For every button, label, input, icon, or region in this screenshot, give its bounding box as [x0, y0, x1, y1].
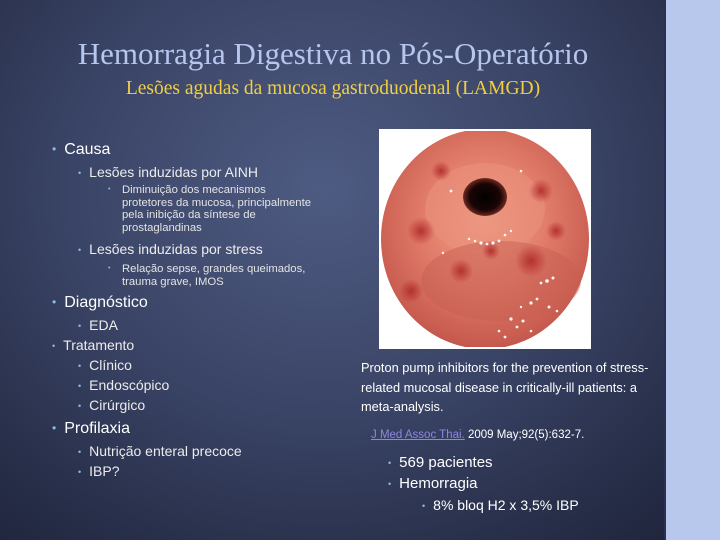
bullet-ainh-detail-text: Diminuição dos mecanismos protetores da mucosa, principalmente pela inibição da síntese de prostaglandinas	[122, 184, 312, 234]
result-detail-label: 8% bloq H2 x 3,5% IBP	[433, 497, 579, 513]
bullet-eda-label: EDA	[89, 317, 118, 333]
bullet-tratamento-label: Tratamento	[63, 337, 135, 353]
journal-details: 2009 May;92(5):632-7.	[464, 429, 585, 441]
result-outcome	[388, 475, 478, 492]
slide-title: Hemorragia Digestiva no Pós-Operatório	[77, 36, 589, 71]
result-patients-label: 569 pacientes	[399, 454, 493, 471]
bullet-icon: •	[388, 479, 392, 489]
endoscopy-illustration	[381, 131, 589, 347]
result-detail	[422, 497, 579, 513]
bullet-cirurgico	[78, 397, 145, 413]
bullet-icon: •	[78, 401, 82, 411]
result-outcome-label: Hemorragia	[399, 475, 478, 492]
slide-subtitle: Lesões agudas da mucosa gastroduodenal (LAMGD)	[125, 78, 541, 99]
bullet-stress-detail-text: Relação sepse, grandes queimados, trauma grave, IMOS	[122, 263, 306, 288]
bullet-clinico	[78, 357, 132, 373]
bullet-icon: •	[78, 467, 82, 477]
bullet-causa-label: Causa	[64, 141, 111, 158]
bullet-ibp-label: IBP?	[89, 463, 120, 479]
bullet-ainh-label: Lesões induzidas por AINH	[89, 164, 259, 180]
bullet-eda	[78, 317, 118, 333]
bullet-ainh	[78, 164, 258, 180]
bullet-icon: •	[78, 361, 82, 371]
bullet-causa	[52, 141, 110, 159]
bullet-icon: •	[388, 458, 392, 468]
bullet-icon: •	[78, 245, 82, 255]
bullet-diagnostico-label: Diagnóstico	[64, 294, 148, 311]
bullet-ainh-detail	[108, 184, 312, 234]
bullet-icon: •	[108, 265, 111, 272]
bullet-icon: •	[422, 501, 426, 511]
bullet-endoscopico-label: Endoscópico	[89, 377, 170, 393]
bullet-icon: •	[52, 341, 56, 351]
bullet-icon: •	[78, 381, 82, 391]
bullet-stress-detail	[108, 263, 312, 288]
bullet-icon: •	[108, 186, 111, 193]
bullet-profilaxia	[52, 420, 130, 438]
bullet-clinico-label: Clínico	[89, 357, 132, 373]
bullet-tratamento	[52, 337, 134, 353]
bullet-icon: •	[52, 421, 57, 435]
bullet-nutricao	[78, 443, 242, 459]
bullet-icon: •	[52, 142, 57, 156]
bullet-cirurgico-label: Cirúrgico	[89, 397, 146, 413]
bullet-profilaxia-label: Profilaxia	[64, 420, 131, 437]
side-strip	[666, 0, 720, 540]
endoscopy-image	[379, 129, 591, 349]
bullet-icon: •	[78, 447, 82, 457]
journal-link[interactable]: J Med Assoc Thai.	[371, 429, 465, 441]
reference-text: Proton pump inhibitors for the prevention of stress-related mucosal disease in critically-ill patients: a meta-analysis.	[361, 360, 649, 414]
bullet-diagnostico	[52, 294, 148, 312]
bullet-endoscopico	[78, 377, 169, 393]
bullet-nutricao-label: Nutrição enteral precoce	[89, 443, 242, 459]
bullet-stress	[78, 241, 263, 257]
bullet-icon: •	[52, 295, 57, 309]
bullet-stress-label: Lesões induzidas por stress	[89, 241, 263, 257]
bullet-ibp	[78, 463, 120, 479]
bullet-icon: •	[78, 168, 82, 178]
result-patients	[388, 454, 493, 471]
journal-citation	[371, 429, 584, 441]
bullet-icon: •	[78, 321, 82, 331]
